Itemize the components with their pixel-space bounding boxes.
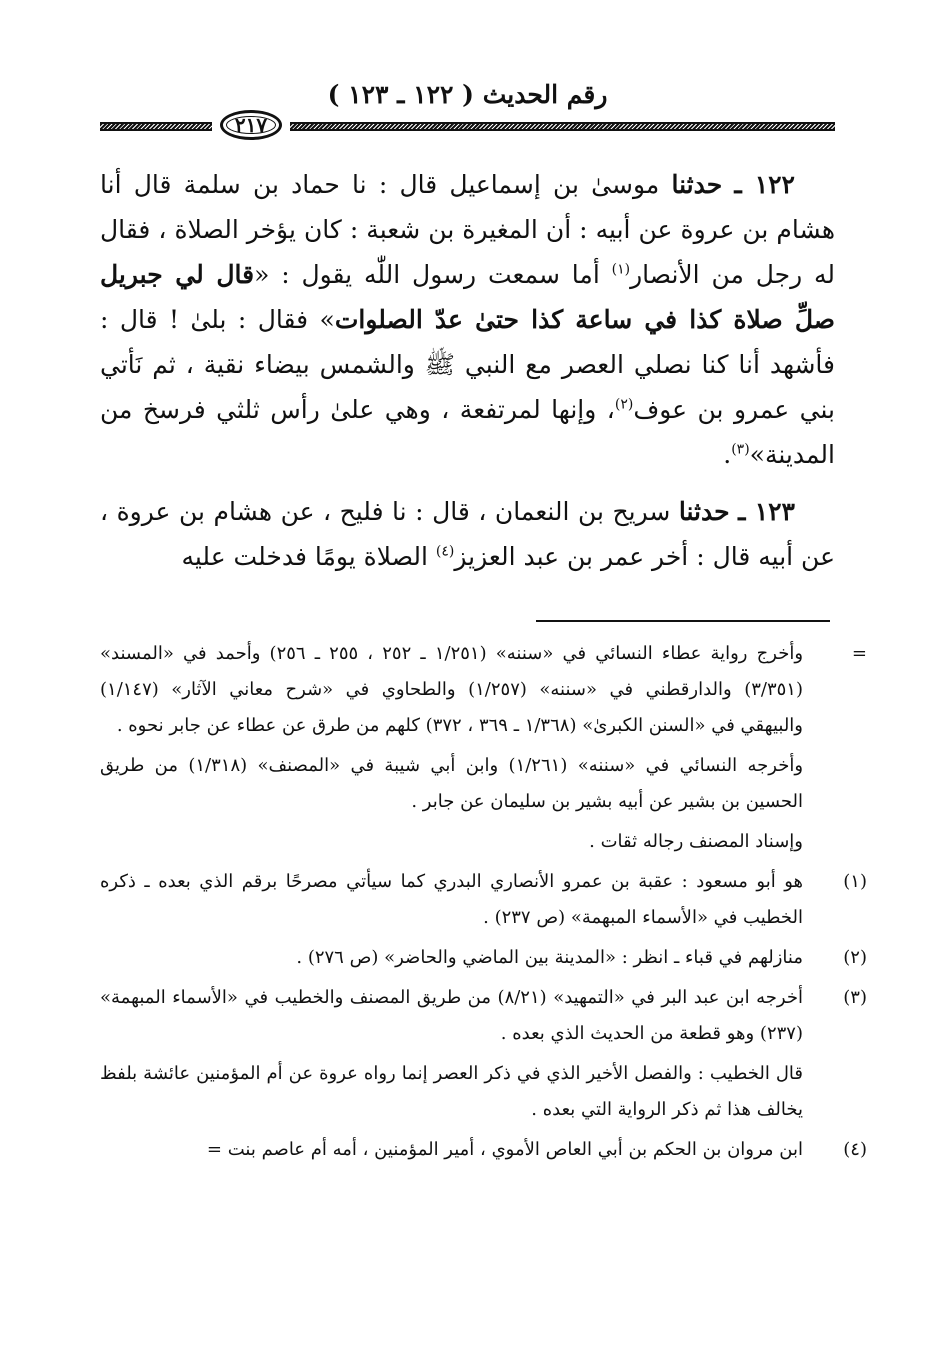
footnote-text: منازلهم في قباء ـ انظر : «المدينة بين الماضي والحاضر» (ص ٢٧٦) . bbox=[296, 947, 803, 968]
footnote-ref: (٤) bbox=[435, 543, 455, 560]
ornament-bar-left bbox=[100, 122, 212, 131]
footnote-text: وإسناد المصنف رجاله ثقات . bbox=[589, 831, 803, 852]
footnote-3 bbox=[100, 980, 867, 1052]
main-text bbox=[100, 162, 835, 591]
footnote-ref: (٣) bbox=[731, 441, 750, 458]
footnote-text: وأخرج رواية عطاء النسائي في «سننه» (١/٢٥١ ـ ٢٥٢ ، ٢٥٥ ـ ٢٥٦) وأحمد في «المسند» (٣/٣٥١) والدارقطني في «سننه» (١/٢٥٧) والطحاوي في «شرح معاني الآثار» (١/١٤٧) والبيهقي في «السنن الكبرىٰ» (١/٣٦٨ ـ ٣٦٩ ، ٣٧٢) كلهم من طرق عن عطاء عن جابر نحوه . bbox=[100, 643, 804, 736]
header-ornament-rule bbox=[100, 110, 835, 140]
footnote-text: ابن مروان بن الحكم بن أبي العاص الأموي ، أمير المؤمنين ، أمه أم عاصم بنت = bbox=[206, 1139, 803, 1160]
footnote-continuation bbox=[100, 636, 868, 744]
hadith-quote: قال لي جبريل صلِّ صلاة كذا في ساعة كذا حتىٰ عدّ الصلوات bbox=[100, 260, 835, 334]
footnote-number: (٣) bbox=[843, 987, 867, 1008]
hadith-number: ١٢٢ ـ bbox=[734, 170, 795, 199]
hadith-text: موسىٰ بن إسماعيل قال : نا حماد بن سلمة قال أنا هشام بن عروة عن أبيه : أن المغيرة بن شعبة : كان يؤخر الصلاة ، فقال له رجل من الأنصار bbox=[100, 170, 836, 289]
hadith-122 bbox=[100, 162, 835, 477]
footnote-number: (٤) bbox=[843, 1139, 867, 1160]
footnote-text: هو أبو مسعود : عقبة بن عمرو الأنصاري البدري كما سيأتي مصرحًا برقم الذي بعده ـ ذكره الخطيب في «الأسماء المبهمة» (ص ٢٣٧) . bbox=[100, 871, 803, 928]
footnote-separator bbox=[536, 620, 830, 622]
hadith-text: أما سمعت رسول اللّٰه يقول : « bbox=[254, 260, 612, 289]
footnote-text: أخرجه ابن عبد البر في «التمهيد» (٨/٢١) من طريق المصنف والخطيب في «الأسماء المبهمة» (٢٣٧) وهو قطعة من الحديث الذي بعده . bbox=[100, 987, 803, 1044]
footnote-3-continued bbox=[100, 1056, 835, 1128]
footnote-ref: (١) bbox=[611, 261, 631, 278]
page-number-badge bbox=[220, 110, 282, 140]
hadith-number: ١٢٣ ـ bbox=[738, 497, 795, 526]
footnote-number: (١) bbox=[843, 871, 867, 892]
page-header-title: رقم الحديث ( ١٢٢ ـ ١٢٣ ) bbox=[327, 80, 608, 109]
page-number: ٢١٧ bbox=[234, 113, 268, 137]
hadith-text: الصلاة يومًا فدخلت عليه bbox=[181, 542, 436, 571]
footnote-text: وأخرجه النسائي في «سننه» (١/٢٦١) وابن أبي شيبة في «المصنف» (١/٣١٨) من طريق الحسين بن بشير عن أبيه بشير بن سليمان عن جابر . bbox=[100, 755, 804, 812]
narration-intro: حدثنا bbox=[678, 497, 730, 526]
footnote-text: قال الخطيب : والفصل الأخير الذي في ذكر العصر إنما رواه عروة عن أم المؤمنين عائشة بلفظ يخالف هذا ثم ذكر الرواية التي بعده . bbox=[100, 1063, 803, 1120]
footnotes bbox=[100, 636, 868, 1172]
hadith-text: ، وإنها لمرتفعة ، وهي علىٰ رأس ثلثي فرسخ من المدينة» bbox=[100, 395, 835, 469]
footnote-2 bbox=[100, 940, 867, 976]
hadith-text: » فقال : بلىٰ ! قال : فأشهد أنا كنا نصلي العصر مع النبي ﷺ والشمس بيضاء نقية ، ثم نَأتي بني عمرو بن عوف bbox=[100, 305, 835, 424]
footnote-continuation bbox=[100, 824, 835, 860]
narration-intro: حدثنا bbox=[671, 170, 723, 199]
footnote-ref: (٢) bbox=[614, 396, 634, 413]
continuation-mark: = bbox=[851, 643, 868, 664]
hadith-text: سريح بن النعمان ، قال : نا فليح ، عن هشام بن عروة ، عن أبيه قال : أخر عمر بن عبد العزيز bbox=[100, 497, 835, 571]
footnote-continuation bbox=[100, 748, 835, 820]
hadith-123 bbox=[100, 489, 835, 579]
footnote-1 bbox=[100, 864, 867, 936]
ornament-bar-right bbox=[290, 122, 835, 131]
footnote-number: (٢) bbox=[843, 947, 867, 968]
footnote-4 bbox=[100, 1132, 867, 1168]
hadith-text: . bbox=[723, 440, 732, 469]
